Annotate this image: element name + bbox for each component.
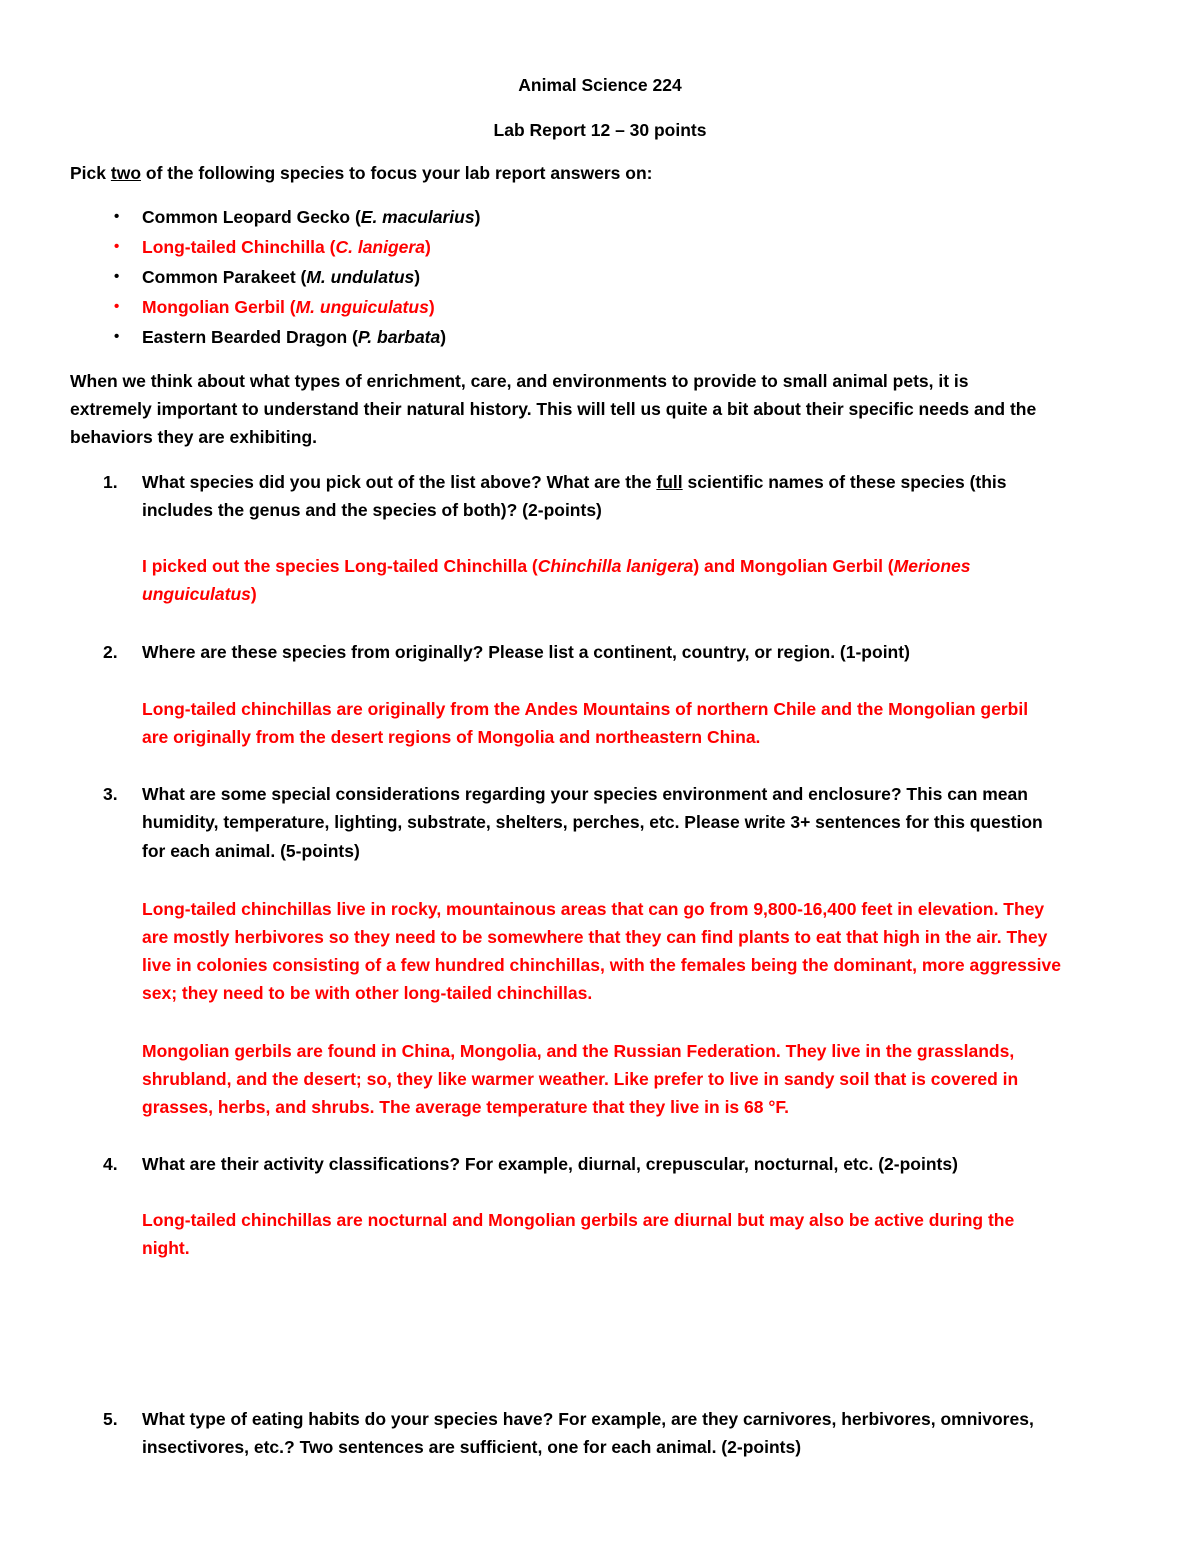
paragraph-line: behaviors they are exhibiting. — [70, 427, 318, 447]
question-number: 2. — [103, 642, 118, 662]
answer-text: I picked out the species Long-tailed Chinchilla (Chinchilla lanigera) and Mongolian Gerbil (Meriones — [142, 556, 971, 576]
question-number: 5. — [103, 1409, 118, 1429]
intro-line: Pick two of the following species to focus your lab report answers on: — [70, 163, 653, 183]
question-text: What are some special considerations regarding your species environment and enclosure? This can mean — [142, 784, 1028, 804]
species-label: Eastern Bearded Dragon (P. barbata) — [142, 327, 447, 347]
answer-text: Long-tailed chinchillas are nocturnal and Mongolian gerbils are diurnal but may also be active during the — [142, 1210, 1015, 1230]
question-number: 1. — [103, 472, 118, 492]
question-text: What species did you pick out of the list above? What are the full scientific names of these species (this — [142, 472, 1007, 492]
bullet-icon: • — [114, 268, 120, 285]
course-title: Animal Science 224 — [518, 75, 682, 95]
emphasis-underline: two — [110, 163, 142, 183]
species-label: Common Leopard Gecko (E. macularius) — [142, 207, 481, 227]
answer-text: shrubland, and the desert; so, they like warmer weather. Like prefer to live in sandy soil that is covered in — [142, 1069, 1019, 1089]
question-number: 4. — [103, 1154, 118, 1174]
question-text: Where are these species from originally? Please list a continent, country, or region. (1-point) — [142, 642, 910, 662]
bullet-icon: • — [114, 208, 120, 225]
species-label: Long-tailed Chinchilla (C. lanigera) — [142, 237, 431, 257]
species-label: Common Parakeet (M. undulatus) — [142, 267, 421, 287]
answer-text: Mongolian gerbils are found in China, Mongolia, and the Russian Federation. They live in the grasslands, — [142, 1041, 1015, 1061]
answer-text: are mostly herbivores so they need to be somewhere that they can find plants to eat that high in the air. They — [142, 927, 1048, 947]
question-number: 3. — [103, 784, 118, 804]
paragraph-line: extremely important to understand their natural history. This will tell us quite a bit about their specific needs and the — [70, 399, 1037, 419]
report-title: Lab Report 12 – 30 points — [493, 120, 707, 140]
species-label: Mongolian Gerbil (M. unguiculatus) — [142, 297, 435, 317]
bullet-icon: • — [114, 298, 120, 315]
answer-text: live in colonies consisting of a few hundred chinchillas, with the females being the dominant, more aggressive — [142, 955, 1061, 975]
question-text: humidity, temperature, lighting, substrate, shelters, perches, etc. Please write 3+ sentences for this question — [142, 812, 1043, 832]
question-text: What are their activity classifications? For example, diurnal, crepuscular, nocturnal, etc. (2-points) — [142, 1154, 958, 1174]
bullet-icon: • — [114, 328, 120, 345]
answer-text: Long-tailed chinchillas live in rocky, mountainous areas that can go from 9,800-16,400 feet in elevation. They — [142, 899, 1045, 919]
answer-text: Long-tailed chinchillas are originally from the Andes Mountains of northern Chile and the Mongolian gerbil — [142, 699, 1029, 719]
paragraph-line: When we think about what types of enrichment, care, and environments to provide to small animal pets, it is — [70, 371, 969, 391]
answer-text: are originally from the desert regions of Mongolia and northeastern China. — [142, 727, 761, 747]
answer-text: grasses, herbs, and shrubs. The average temperature that they live in is 68 °F. — [142, 1097, 789, 1117]
question-text: includes the genus and the species of both)? (2-points) — [142, 500, 602, 520]
answer-text: night. — [142, 1238, 190, 1258]
answer-text: sex; they need to be with other long-tailed chinchillas. — [142, 983, 593, 1003]
question-text: What type of eating habits do your species have? For example, are they carnivores, herbivores, omnivores, — [142, 1409, 1034, 1429]
question-text: for each animal. (5-points) — [142, 841, 360, 861]
answer-text: unguiculatus) — [142, 584, 257, 604]
question-text: insectivores, etc.? Two sentences are sufficient, one for each animal. (2-points) — [142, 1437, 802, 1457]
bullet-icon: • — [114, 238, 120, 255]
